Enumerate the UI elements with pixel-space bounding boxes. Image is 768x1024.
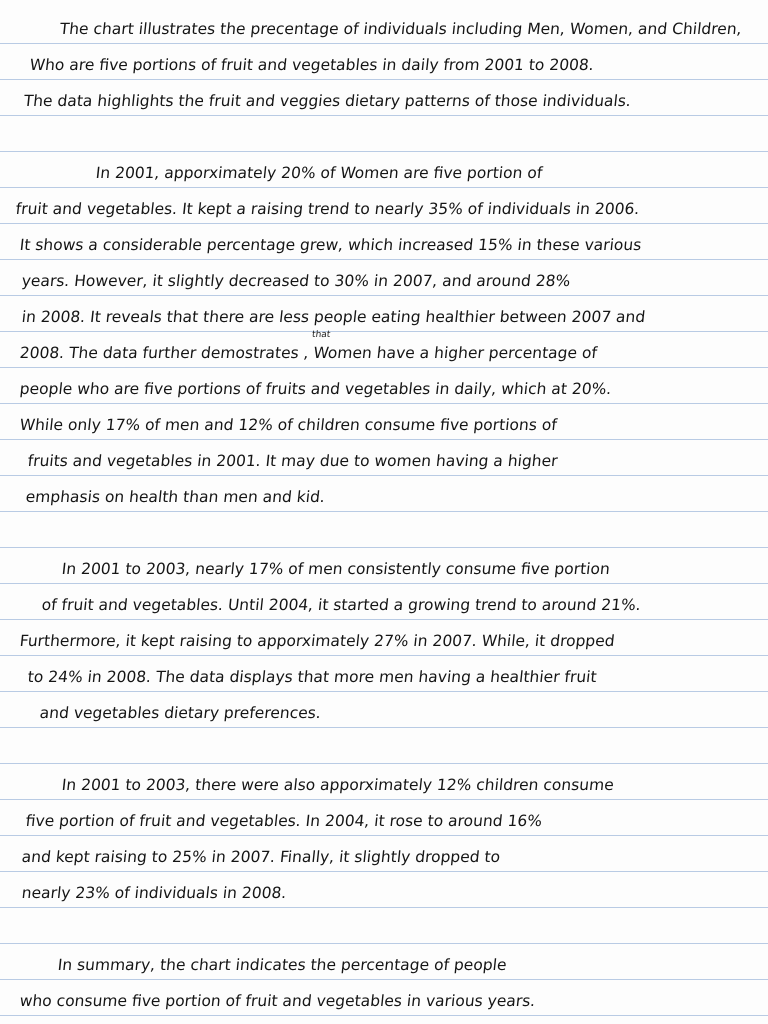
handwritten-line: people who are five portions of fruits and vegetables in daily, which at 20%. [18,380,613,398]
handwritten-line: and kept raising to 25% in 2007. Finally, it slightly dropped to [20,848,502,866]
handwritten-line: Who are five portions of fruit and vegetables in daily from 2001 to 2008. [28,56,595,74]
handwritten-line: five portion of fruit and vegetables. In 2004, it rose to around 16% [24,812,543,830]
handwritten-line: nearly 23% of individuals in 2008. [20,884,288,902]
handwritten-line: It shows a considerable percentage grew, which increased 15% in these various [18,236,643,254]
handwritten-line: In 2001, apporximately 20% of Women are five portion of [94,164,544,182]
handwritten-line: In summary, the chart indicates the percentage of people [56,956,508,974]
handwritten-line: While only 17% of men and 12% of children consume five portions of [18,416,558,434]
handwritten-line: in 2008. It reveals that there are less people eating healthier between 2007 and [20,308,647,326]
handwritten-line: In 2001 to 2003, nearly 17% of men consistently consume five portion [60,560,611,578]
handwritten-line: Furthermore, it kept raising to apporximately 27% in 2007. While, it dropped [18,632,616,650]
handwritten-line: The data highlights the fruit and veggies dietary patterns of those individuals. [22,92,632,110]
handwritten-line: of fruit and vegetables. Until 2004, it started a growing trend to around 21%. [40,596,642,614]
handwritten-line: The chart illustrates the precentage of individuals including Men, Women, and Children, [58,20,743,38]
handwritten-line: fruits and vegetables in 2001. It may due to women having a higher [26,452,559,470]
handwritten-line: fruit and vegetables. It kept a raising trend to nearly 35% of individuals in 2006. [14,200,641,218]
handwritten-line: and vegetables dietary preferences. [38,704,322,722]
handwritten-line: In 2001 to 2003, there were also apporximately 12% children consume [60,776,615,794]
handwritten-line: to 24% in 2008. The data displays that more men having a healthier fruit [26,668,598,686]
handwritten-line: who consume five portion of fruit and vegetables in various years. [18,992,537,1010]
handwritten-line: 2008. The data further demostrates , Women have a higher percentage of [18,344,598,362]
inserted-word: that [311,330,331,340]
handwritten-line: emphasis on health than men and kid. [24,488,326,506]
handwritten-line: years. However, it slightly decreased to 30% in 2007, and around 28% [20,272,572,290]
